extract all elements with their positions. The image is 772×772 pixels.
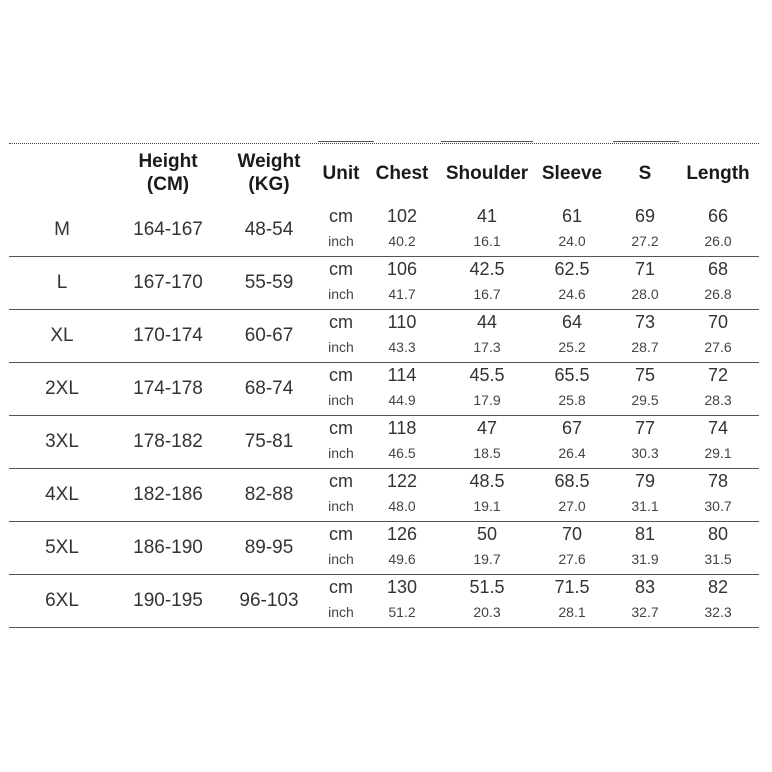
table-header: [9, 144, 759, 202]
unit-cm-label: cm: [329, 418, 353, 438]
shoulder-inch-value: 19.1: [473, 498, 501, 514]
table-row: [9, 468, 759, 522]
header-accent-line: [318, 141, 374, 142]
shoulder-cm-value: 51.5: [469, 577, 505, 597]
cell-size: 2XL: [45, 377, 79, 399]
unit-inch-label: inch: [328, 233, 354, 249]
shoulder-cm-value: 48.5: [469, 471, 505, 491]
length-inch-value: 26.0: [704, 233, 732, 249]
chest-inch-value: 43.3: [388, 339, 416, 355]
sleeve-cm-value: 64: [561, 312, 583, 332]
cell-weight: 60-67: [244, 324, 294, 346]
chest-cm-value: 110: [387, 312, 417, 332]
chest-cm-value: 106: [386, 259, 418, 279]
header-accent-line: [613, 141, 679, 142]
cell-size: XL: [50, 324, 74, 346]
shoulder-inch-value: 18.5: [473, 445, 501, 461]
cell-sleeve: [535, 362, 609, 415]
unit-inch-label: inch: [328, 604, 354, 620]
cell-unit: [317, 415, 365, 468]
cell-sleeve: [535, 256, 609, 309]
cell-s: [609, 362, 681, 415]
s-inch-value: 30.3: [631, 445, 659, 461]
cell-chest: [365, 521, 439, 574]
cell-size: 3XL: [45, 430, 79, 452]
unit-inch-label: inch: [328, 551, 354, 567]
unit-cm-label: cm: [329, 471, 353, 491]
header-sleeve: Sleeve: [541, 162, 603, 184]
length-cm-value: 78: [707, 471, 729, 491]
sleeve-inch-value: 24.6: [558, 286, 586, 302]
cell-length: [681, 203, 755, 256]
length-inch-value: 29.1: [704, 445, 732, 461]
cell-shoulder: [439, 415, 535, 468]
table-row: [9, 574, 759, 628]
cell-s: [609, 256, 681, 309]
table-row: [9, 521, 759, 575]
unit-inch-label: inch: [328, 339, 354, 355]
chest-inch-value: 44.9: [388, 392, 416, 408]
cell-length: [681, 574, 755, 627]
header-unit: Unit: [322, 162, 360, 184]
cell-unit: [317, 256, 365, 309]
cell-s: [609, 203, 681, 256]
cell-size: 5XL: [45, 536, 79, 558]
table-row: [9, 256, 759, 310]
chest-cm-value: 102: [386, 206, 418, 226]
length-cm-value: 66: [707, 206, 729, 226]
cell-unit: [317, 574, 365, 627]
shoulder-inch-value: 17.3: [473, 339, 501, 355]
cell-s: [609, 468, 681, 521]
s-cm-value: 79: [634, 471, 656, 491]
cell-shoulder: [439, 574, 535, 627]
cell-length: [681, 468, 755, 521]
length-cm-value: 74: [707, 418, 729, 438]
chest-cm-value: 122: [386, 471, 418, 491]
s-inch-value: 29.5: [631, 392, 659, 408]
cell-sleeve: [535, 415, 609, 468]
chest-cm-value: 130: [386, 577, 418, 597]
chest-inch-value: 40.2: [388, 233, 416, 249]
cell-sleeve: [535, 574, 609, 627]
cell-chest: [365, 203, 439, 256]
cell-unit: [317, 362, 365, 415]
header-size: [9, 144, 115, 202]
cell-length: [681, 256, 755, 309]
length-inch-value: 26.8: [704, 286, 732, 302]
length-cm-value: 82: [707, 577, 729, 597]
cell-shoulder: [439, 468, 535, 521]
cell-size: 4XL: [45, 483, 79, 505]
chest-cm-value: 118: [387, 418, 417, 438]
s-inch-value: 31.1: [631, 498, 659, 514]
cell-unit: [317, 309, 365, 362]
sleeve-cm-value: 71.5: [554, 577, 590, 597]
cell-length: [681, 362, 755, 415]
cell-weight: 55-59: [244, 271, 294, 293]
cell-shoulder: [439, 203, 535, 256]
cell-height: 174-178: [133, 377, 203, 399]
shoulder-cm-value: 47: [476, 418, 498, 438]
shoulder-cm-value: 45.5: [469, 365, 505, 385]
cell-sleeve: [535, 521, 609, 574]
table-row: [9, 309, 759, 363]
unit-cm-label: cm: [329, 577, 353, 597]
unit-inch-label: inch: [328, 445, 354, 461]
shoulder-cm-value: 50: [476, 524, 498, 544]
cell-height: 186-190: [133, 536, 203, 558]
chest-cm-value: 114: [387, 365, 417, 385]
chest-cm-value: 126: [386, 524, 418, 544]
header-accent-line: [441, 141, 533, 142]
sleeve-inch-value: 24.0: [558, 233, 586, 249]
sleeve-inch-value: 25.2: [558, 339, 586, 355]
table-row: [9, 415, 759, 469]
unit-cm-label: cm: [329, 365, 353, 385]
sleeve-cm-value: 70: [561, 524, 583, 544]
cell-chest: [365, 574, 439, 627]
sleeve-inch-value: 25.8: [558, 392, 586, 408]
unit-inch-label: inch: [328, 286, 354, 302]
cell-sleeve: [535, 468, 609, 521]
s-inch-value: 32.7: [631, 604, 659, 620]
cell-length: [681, 309, 755, 362]
cell-size: 6XL: [45, 589, 79, 611]
cell-height: 190-195: [133, 589, 203, 611]
unit-cm-label: cm: [329, 524, 353, 544]
cell-shoulder: [439, 309, 535, 362]
chest-inch-value: 51.2: [388, 604, 416, 620]
cell-height: 170-174: [133, 324, 203, 346]
shoulder-inch-value: 19.7: [473, 551, 501, 567]
cell-size: M: [54, 218, 70, 240]
shoulder-inch-value: 16.1: [473, 233, 501, 249]
cell-size: L: [56, 271, 68, 293]
cell-length: [681, 415, 755, 468]
cell-sleeve: [535, 309, 609, 362]
cell-s: [609, 521, 681, 574]
cell-height: 164-167: [133, 218, 203, 240]
shoulder-cm-value: 44: [476, 312, 498, 332]
length-cm-value: 72: [707, 365, 729, 385]
header-height: Height (CM): [138, 151, 198, 195]
cell-weight: 96-103: [239, 589, 299, 611]
cell-chest: [365, 362, 439, 415]
cell-sleeve: [535, 203, 609, 256]
length-cm-value: 70: [707, 312, 729, 332]
length-inch-value: 32.3: [704, 604, 732, 620]
shoulder-cm-value: 41: [476, 206, 498, 226]
sleeve-inch-value: 27.0: [558, 498, 586, 514]
shoulder-inch-value: 20.3: [473, 604, 501, 620]
chest-inch-value: 46.5: [388, 445, 416, 461]
sleeve-cm-value: 68.5: [554, 471, 590, 491]
cell-weight: 68-74: [244, 377, 294, 399]
sleeve-inch-value: 28.1: [558, 604, 586, 620]
cell-weight: 82-88: [244, 483, 294, 505]
sleeve-cm-value: 61: [561, 206, 583, 226]
length-inch-value: 30.7: [704, 498, 732, 514]
chest-inch-value: 48.0: [388, 498, 416, 514]
unit-cm-label: cm: [329, 312, 353, 332]
table-row: [9, 203, 759, 257]
cell-weight: 75-81: [244, 430, 294, 452]
cell-chest: [365, 309, 439, 362]
cell-height: 178-182: [133, 430, 203, 452]
s-cm-value: 69: [634, 206, 656, 226]
cell-height: 182-186: [133, 483, 203, 505]
s-cm-value: 75: [634, 365, 656, 385]
sleeve-cm-value: 62.5: [554, 259, 590, 279]
unit-inch-label: inch: [328, 498, 354, 514]
s-inch-value: 31.9: [631, 551, 659, 567]
length-cm-value: 68: [707, 259, 729, 279]
unit-cm-label: cm: [329, 206, 353, 226]
chest-inch-value: 41.7: [388, 286, 416, 302]
cell-chest: [365, 415, 439, 468]
cell-s: [609, 309, 681, 362]
cell-shoulder: [439, 521, 535, 574]
sleeve-cm-value: 67: [561, 418, 583, 438]
shoulder-cm-value: 42.5: [469, 259, 505, 279]
unit-cm-label: cm: [329, 259, 353, 279]
s-inch-value: 28.7: [631, 339, 659, 355]
chest-inch-value: 49.6: [388, 551, 416, 567]
cell-unit: [317, 521, 365, 574]
cell-unit: [317, 203, 365, 256]
cell-chest: [365, 468, 439, 521]
table-row: [9, 362, 759, 416]
header-s: S: [638, 162, 652, 184]
length-cm-value: 80: [707, 524, 729, 544]
cell-shoulder: [439, 256, 535, 309]
s-cm-value: 81: [634, 524, 656, 544]
cell-weight: 89-95: [244, 536, 294, 558]
s-cm-value: 77: [634, 418, 656, 438]
header-shoulder: Shoulder: [445, 162, 529, 184]
header-weight: Weight (KG): [237, 151, 301, 195]
sleeve-inch-value: 27.6: [558, 551, 586, 567]
header-chest: Chest: [375, 162, 429, 184]
length-inch-value: 28.3: [704, 392, 732, 408]
unit-inch-label: inch: [328, 392, 354, 408]
sleeve-inch-value: 26.4: [558, 445, 586, 461]
header-length: Length: [686, 162, 750, 184]
s-cm-value: 71: [634, 259, 656, 279]
cell-s: [609, 415, 681, 468]
shoulder-inch-value: 17.9: [473, 392, 501, 408]
cell-chest: [365, 256, 439, 309]
length-inch-value: 31.5: [704, 551, 732, 567]
cell-height: 167-170: [133, 271, 203, 293]
sleeve-cm-value: 65.5: [554, 365, 590, 385]
length-inch-value: 27.6: [704, 339, 732, 355]
cell-unit: [317, 468, 365, 521]
cell-s: [609, 574, 681, 627]
s-cm-value: 83: [634, 577, 656, 597]
s-cm-value: 73: [634, 312, 656, 332]
cell-length: [681, 521, 755, 574]
s-inch-value: 28.0: [631, 286, 659, 302]
s-inch-value: 27.2: [631, 233, 659, 249]
shoulder-inch-value: 16.7: [473, 286, 501, 302]
cell-weight: 48-54: [244, 218, 294, 240]
cell-shoulder: [439, 362, 535, 415]
